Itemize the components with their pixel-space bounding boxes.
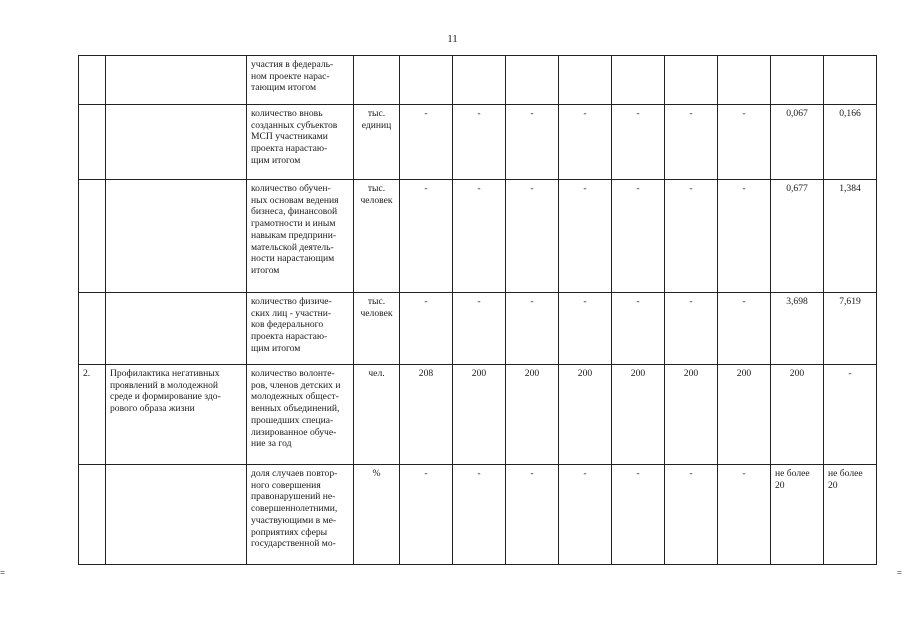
value-cell: 200 [718,365,771,465]
unit-cell: чел. [354,365,400,465]
value-cell: - [559,180,612,293]
value-cell: - [453,105,506,180]
indicator-cell: количество физиче- ских лиц - участни- ков федерального проекта нарастаю- щим итогом [247,293,354,365]
value-cell: 3,698 [771,293,824,365]
value-cell: - [453,180,506,293]
value-cell: - [453,293,506,365]
table-row [79,180,877,293]
table-row [79,465,877,565]
value-cell: 1,384 [824,180,877,293]
value-cell: 200 [771,365,824,465]
value-cell: - [612,293,665,365]
value-cell: - [400,465,453,565]
activity-name-cell [106,105,247,180]
value-cell: - [612,180,665,293]
activity-name-cell: Профилактика негативных проявлений в молодежной среде и формирование здо- рового образа жизни [106,365,247,465]
unit-cell [354,56,400,105]
indicator-cell: доля случаев повтор- ного совершения правонарушений не- совершеннолетними, участвующими в ме- роприятиях сферы государственной мо- [247,465,354,565]
value-cell [665,56,718,105]
value-cell: 208 [400,365,453,465]
indicator-cell: количество волонте- ров, членов детских и молодежных общест- венных объединений, прошедших специа- лизированное обуче- ние за год [247,365,354,465]
value-cell [824,56,877,105]
activity-name-cell [106,56,247,105]
indicator-cell: участия в федераль- ном проекте нарас- тающим итогом [247,56,354,105]
indicator-cell: количество обучен- ных основам ведения бизнеса, финансовой грамотности и иным навыкам предприни- мательской деятель- ности нарастающим итогом [247,180,354,293]
value-cell [612,56,665,105]
value-cell: 200 [612,365,665,465]
activity-name-cell [106,180,247,293]
value-cell: 0,067 [771,105,824,180]
margin-mark-right: = [896,568,902,578]
value-cell: - [665,105,718,180]
indicators-table [78,55,877,565]
value-cell: не более 20 [824,465,877,565]
unit-cell: тыс. единиц [354,105,400,180]
unit-cell: % [354,465,400,565]
value-cell [718,56,771,105]
value-cell [506,56,559,105]
value-cell: - [559,465,612,565]
value-cell: - [400,105,453,180]
unit-cell: тыс. человек [354,180,400,293]
value-cell: - [453,465,506,565]
table-row [79,56,877,105]
value-cell: - [612,105,665,180]
value-cell: - [400,293,453,365]
row-number-cell [79,56,106,105]
unit-cell: тыс. человек [354,293,400,365]
activity-name-cell [106,465,247,565]
value-cell: - [718,180,771,293]
value-cell: - [718,465,771,565]
value-cell: - [718,105,771,180]
value-cell: 7,619 [824,293,877,365]
row-number-cell: 2. [79,365,106,465]
value-cell [771,56,824,105]
value-cell: 200 [506,365,559,465]
value-cell: - [612,465,665,565]
table-row [79,293,877,365]
value-cell: 200 [559,365,612,465]
activity-name-cell [106,293,247,365]
table-row [79,105,877,180]
value-cell: - [824,365,877,465]
value-cell: - [506,105,559,180]
margin-mark-left: = [0,568,6,578]
value-cell: не более 20 [771,465,824,565]
value-cell: 0,677 [771,180,824,293]
value-cell: - [506,180,559,293]
value-cell [559,56,612,105]
value-cell: - [506,293,559,365]
indicator-cell: количество вновь созданных субъектов МСП участниками проекта нарастаю- щим итогом [247,105,354,180]
value-cell: - [665,293,718,365]
value-cell: 200 [453,365,506,465]
value-cell [400,56,453,105]
value-cell: - [559,293,612,365]
value-cell: - [559,105,612,180]
value-cell: 200 [665,365,718,465]
value-cell [453,56,506,105]
row-number-cell [79,465,106,565]
value-cell: - [400,180,453,293]
value-cell: 0,166 [824,105,877,180]
row-number-cell [79,180,106,293]
page-number: 11 [447,33,458,45]
value-cell: - [665,465,718,565]
value-cell: - [506,465,559,565]
value-cell: - [718,293,771,365]
table-row [79,365,877,465]
row-number-cell [79,293,106,365]
table-body [79,56,877,565]
row-number-cell [79,105,106,180]
value-cell: - [665,180,718,293]
